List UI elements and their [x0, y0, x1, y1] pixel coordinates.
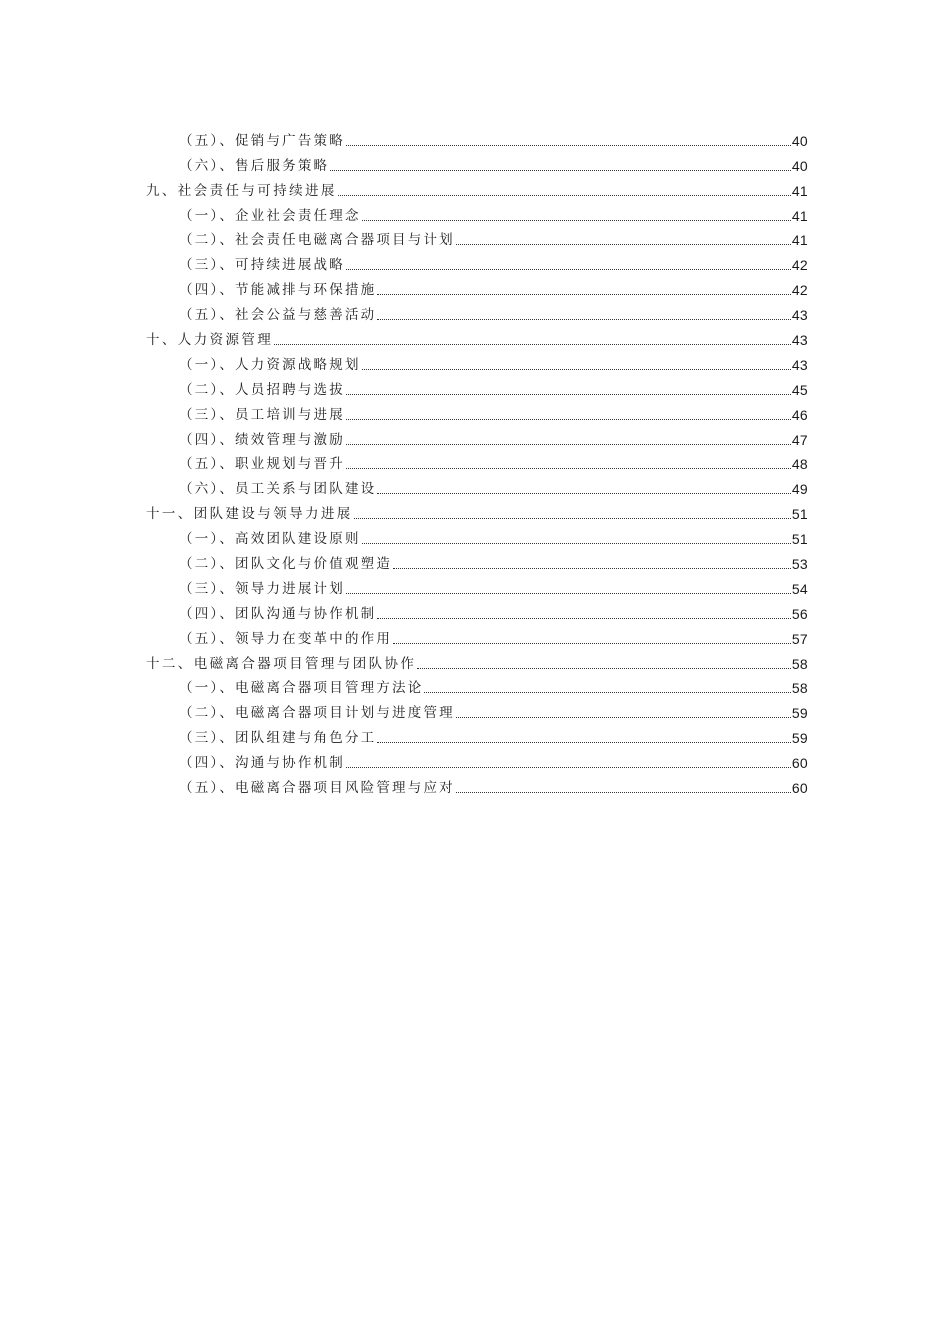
toc-page-number: 47 — [791, 431, 808, 448]
toc-entry-title: （三）、团队组建与角色分工 — [179, 730, 377, 747]
toc-page-number: 49 — [791, 481, 808, 498]
toc-page-number: 57 — [791, 630, 808, 647]
toc-entry-title: （三）、可持续进展战略 — [179, 257, 345, 274]
toc-dot-leader — [393, 568, 791, 569]
toc-subsection-entry[interactable] — [146, 722, 808, 747]
toc-dot-leader — [346, 767, 791, 768]
toc-page-number: 59 — [791, 730, 808, 747]
toc-dot-leader — [330, 170, 791, 171]
toc-entry-title: 十一、团队建设与领导力进展 — [146, 506, 353, 523]
toc-subsection-entry[interactable] — [146, 200, 808, 225]
toc-page-number: 41 — [791, 182, 808, 199]
toc-entry-title: （四）、沟通与协作机制 — [179, 755, 345, 772]
toc-dot-leader — [346, 444, 791, 445]
toc-dot-leader — [346, 468, 791, 469]
toc-page-number: 58 — [791, 655, 808, 672]
toc-page-number: 43 — [791, 307, 808, 324]
toc-dot-leader — [346, 145, 791, 146]
toc-page-number: 51 — [791, 506, 808, 523]
toc-dot-leader — [393, 643, 791, 644]
toc-page-number: 58 — [791, 680, 808, 697]
toc-subsection-entry[interactable] — [146, 449, 808, 474]
toc-page-number: 41 — [791, 207, 808, 224]
toc-subsection-entry[interactable] — [146, 673, 808, 698]
toc-subsection-entry[interactable] — [146, 747, 808, 772]
toc-subsection-entry[interactable] — [146, 225, 808, 250]
toc-entry-title: （二）、人员招聘与选拔 — [179, 381, 345, 398]
toc-page-number: 53 — [791, 556, 808, 573]
toc-subsection-entry[interactable] — [146, 374, 808, 399]
toc-subsection-entry[interactable] — [146, 598, 808, 623]
toc-entry-title: （一）、电磁离合器项目管理方法论 — [179, 680, 424, 697]
toc-page-number: 46 — [791, 406, 808, 423]
toc-page-number: 56 — [791, 605, 808, 622]
toc-page-number: 42 — [791, 257, 808, 274]
toc-entry-title: 十、人力资源管理 — [146, 332, 274, 349]
toc-entry-title: 九、社会责任与可持续进展 — [146, 182, 337, 199]
toc-entry-title: （六）、售后服务策略 — [179, 157, 330, 174]
toc-page-number: 59 — [791, 705, 808, 722]
toc-page-number: 60 — [791, 780, 808, 797]
toc-entry-title: （四）、节能减排与环保措施 — [179, 282, 377, 299]
toc-subsection-entry[interactable] — [146, 349, 808, 374]
toc-page-number: 40 — [791, 157, 808, 174]
toc-subsection-entry[interactable] — [146, 399, 808, 424]
toc-entry-title: （三）、员工培训与进展 — [179, 406, 345, 423]
toc-section-entry[interactable] — [146, 648, 808, 673]
toc-page-number: 42 — [791, 282, 808, 299]
toc-dot-leader — [456, 717, 791, 718]
toc-dot-leader — [377, 493, 790, 494]
toc-entry-title: （五）、领导力在变革中的作用 — [179, 630, 393, 647]
toc-entry-title: （一）、企业社会责任理念 — [179, 207, 361, 224]
toc-page-number: 60 — [791, 755, 808, 772]
toc-dot-leader — [346, 593, 791, 594]
toc-entry-title: （五）、电磁离合器项目风险管理与应对 — [179, 780, 455, 797]
table-of-contents — [146, 125, 808, 797]
toc-entry-title: （二）、电磁离合器项目计划与进度管理 — [179, 705, 455, 722]
toc-dot-leader — [362, 543, 791, 544]
toc-page-number: 51 — [791, 531, 808, 548]
toc-subsection-entry[interactable] — [146, 473, 808, 498]
toc-entry-title: （五）、职业规划与晋升 — [179, 456, 345, 473]
toc-subsection-entry[interactable] — [146, 523, 808, 548]
toc-entry-title: （四）、绩效管理与激励 — [179, 431, 345, 448]
toc-dot-leader — [377, 294, 790, 295]
toc-dot-leader — [377, 618, 790, 619]
toc-entry-title: （五）、社会公益与慈善活动 — [179, 307, 377, 324]
toc-page-number: 54 — [791, 580, 808, 597]
toc-entry-title: （一）、高效团队建设原则 — [179, 531, 361, 548]
toc-dot-leader — [424, 692, 790, 693]
toc-subsection-entry[interactable] — [146, 573, 808, 598]
toc-dot-leader — [417, 668, 791, 669]
toc-page-number: 48 — [791, 456, 808, 473]
toc-subsection-entry[interactable] — [146, 623, 808, 648]
toc-subsection-entry[interactable] — [146, 697, 808, 722]
toc-page-number: 45 — [791, 381, 808, 398]
toc-dot-leader — [338, 195, 791, 196]
toc-page-number: 40 — [791, 132, 808, 149]
toc-subsection-entry[interactable] — [146, 125, 808, 150]
toc-dot-leader — [362, 220, 791, 221]
toc-dot-leader — [346, 269, 791, 270]
toc-subsection-entry[interactable] — [146, 424, 808, 449]
toc-section-entry[interactable] — [146, 498, 808, 523]
toc-dot-leader — [354, 518, 791, 519]
toc-dot-leader — [274, 344, 791, 345]
toc-entry-title: （二）、社会责任电磁离合器项目与计划 — [179, 232, 455, 249]
toc-dot-leader — [346, 394, 791, 395]
toc-subsection-entry[interactable] — [146, 274, 808, 299]
toc-page-number: 43 — [791, 356, 808, 373]
toc-subsection-entry[interactable] — [146, 150, 808, 175]
toc-entry-title: （四）、团队沟通与协作机制 — [179, 605, 377, 622]
toc-dot-leader — [377, 742, 790, 743]
toc-dot-leader — [362, 369, 791, 370]
toc-entry-title: 十二、电磁离合器项目管理与团队协作 — [146, 655, 417, 672]
toc-subsection-entry[interactable] — [146, 299, 808, 324]
toc-section-entry[interactable] — [146, 324, 808, 349]
toc-page-number: 43 — [791, 332, 808, 349]
toc-entry-title: （三）、领导力进展计划 — [179, 580, 345, 597]
toc-dot-leader — [456, 244, 791, 245]
toc-entry-title: （一）、人力资源战略规划 — [179, 356, 361, 373]
toc-entry-title: （二）、团队文化与价值观塑造 — [179, 556, 393, 573]
toc-entry-title: （六）、员工关系与团队建设 — [179, 481, 377, 498]
toc-subsection-entry[interactable] — [146, 772, 808, 797]
toc-dot-leader — [456, 792, 791, 793]
toc-dot-leader — [377, 319, 790, 320]
toc-dot-leader — [346, 419, 791, 420]
toc-section-entry[interactable] — [146, 175, 808, 200]
toc-subsection-entry[interactable] — [146, 548, 808, 573]
toc-entry-title: （五）、促销与广告策略 — [179, 132, 345, 149]
toc-subsection-entry[interactable] — [146, 249, 808, 274]
toc-page-number: 41 — [791, 232, 808, 249]
